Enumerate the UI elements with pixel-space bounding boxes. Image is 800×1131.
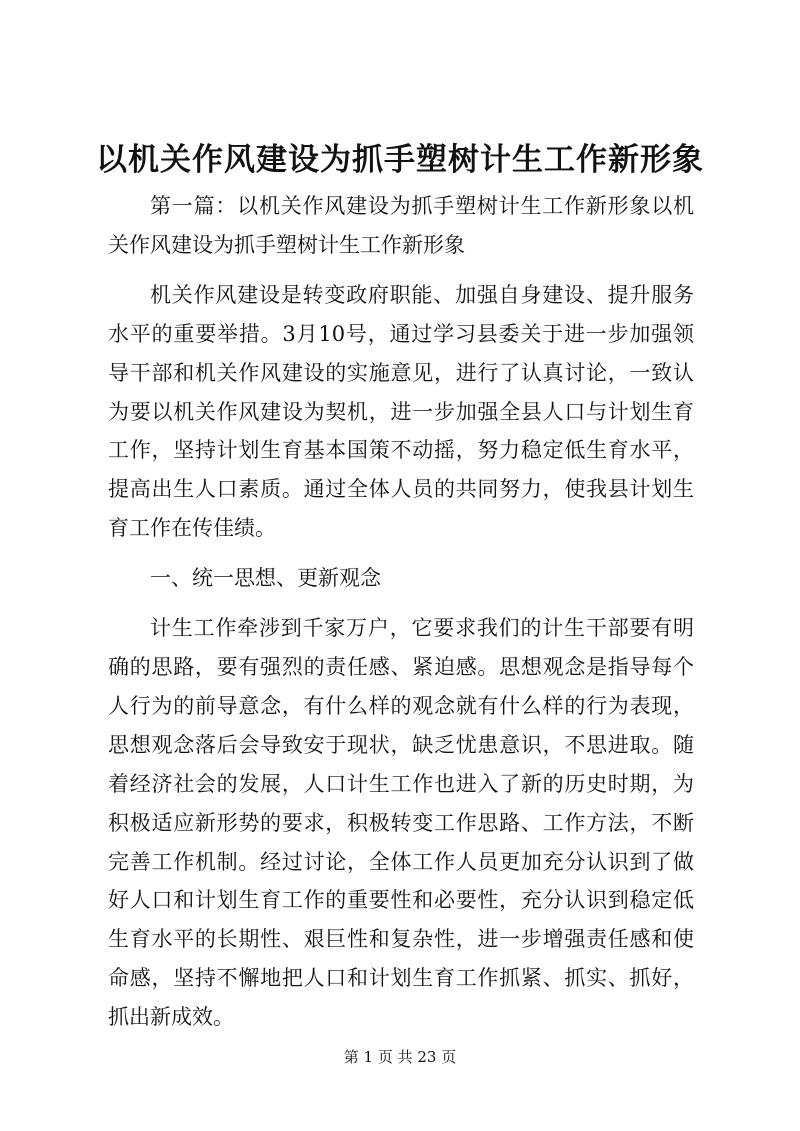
page-footer: 第 1 页 共 23 页 — [343, 1048, 457, 1066]
paragraph-intro: 第一篇：以机关作风建设为抓手塑树计生工作新形象以机关作风建设为抓手塑树计生工作新形象 — [108, 194, 694, 257]
paragraph-overview: 机关作风建设是转变政府职能、加强自身建设、提升服务水平的重要举措。3月10号，通过学习县委关于进一步加强领导干部和机关作风建设的实施意见，进行了认真讨论，一致认为要以机关作风建设为契机，进一步加强全县人口与计划生育工作，坚持计划生育基本国策不动摇，努力稳定低生育水平，提高出生人口素质。通过全体人员的共同努力，使我县计划生育工作在传佳绩。 — [108, 282, 694, 541]
document-body — [108, 187, 694, 1037]
paragraph-section-one: 计生工作牵涉到千家万户，它要求我们的计生干部要有明确的思路，要有强烈的责任感、紧迫感。思想观念是指导每个人行为的前导意念，有什么样的观念就有什么样的行为表现，思想观念落后会导致安于现状，缺乏忧患意识，不思进取。随着经济社会的发展，人口计生工作也进入了新的历史时期，为积极适应新形势的要求，积极转变工作思路、工作方法，不断完善工作机制。经过讨论，全体工作人员更加充分认识到了做好人口和计划生育工作的重要性和必要性，充分认识到稳定低生育水平的长期性、艰巨性和复杂性，进一步增强责任感和使命感，坚持不懈地把人口和计划生育工作抓紧、抓实、抓好，抓出新成效。 — [108, 616, 694, 1030]
section-heading: 一、统一思想、更新观念 — [150, 566, 381, 591]
document-title: 以机关作风建设为抓手塑树计生工作新形象 — [96, 142, 704, 178]
